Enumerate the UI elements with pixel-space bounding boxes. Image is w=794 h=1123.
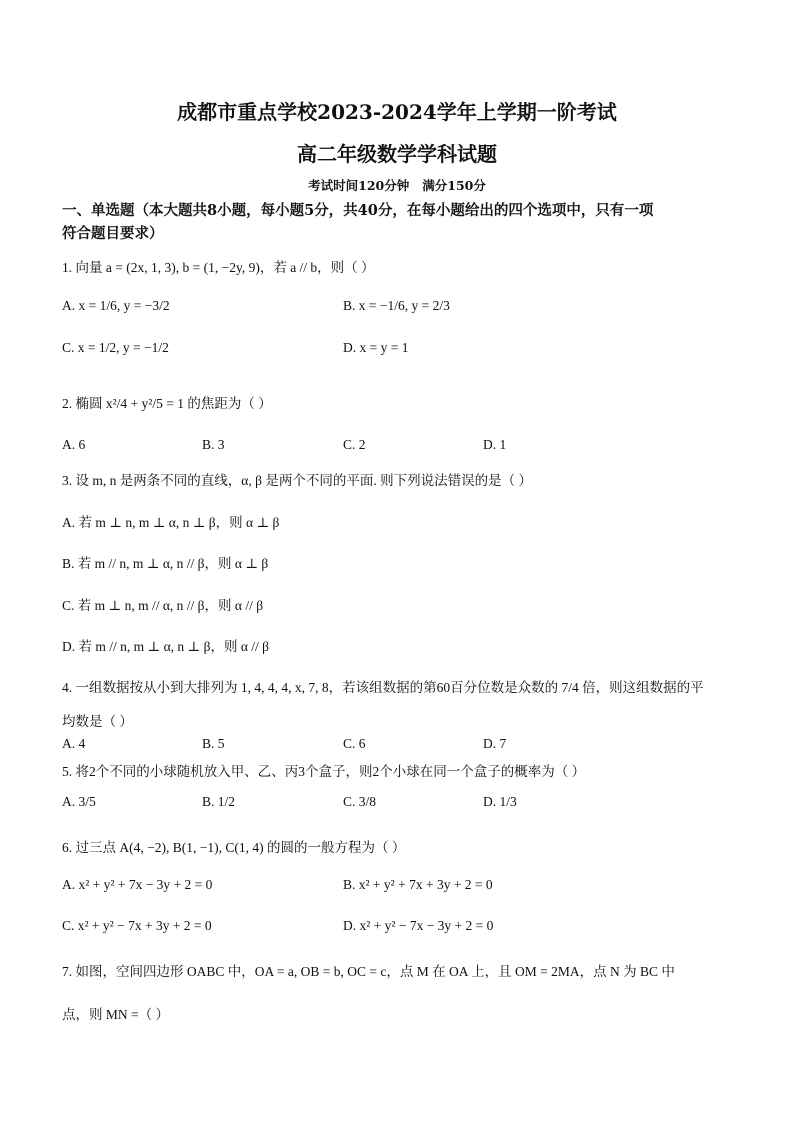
question-6-option-b: B. x² + y² + 7x + 3y + 2 = 0 [343,877,493,892]
section-heading-line2: 符合题目要求） [62,225,164,242]
question-5-option-b: B. 1/2 [202,794,236,809]
question-6-option-d: D. x² + y² − 7x − 3y + 2 = 0 [343,918,494,933]
section-heading-line1: 一、单选题（本大题共8小题，每小题5分，共40分，在每小题给出的四个选项中，只有一项 [62,202,654,219]
question-1-option-b: B. x = −1/6, y = 2/3 [343,298,450,313]
question-3-option-b: B. 若 m // n, m ⊥ α, n // β，则 α ⊥ β [62,556,269,571]
question-1-option-d: D. x = y = 1 [343,340,409,355]
exam-info: 考试时间120分钟 满分150分 [308,178,486,193]
question-2-option-a: A. 6 [62,437,86,452]
question-3-option-c: C. 若 m ⊥ n, m // α, n // β，则 α // β [62,598,264,613]
question-7-stem-line1: 7. 如图，空间四边形 OABC 中，OA = a, OB = b, OC = c，点 M 在 OA 上，且 OM = 2MA，点 N 为 BC 中 [62,964,675,979]
question-4-option-a: A. 4 [62,736,86,751]
question-5-option-d: D. 1/3 [483,794,517,809]
question-6-option-a: A. x² + y² + 7x − 3y + 2 = 0 [62,877,213,892]
question-5-stem: 5. 将2个不同的小球随机放入甲、乙、丙3个盒子，则2个小球在同一个盒子的概率为（ ） [62,764,586,779]
question-7-stem-line2: 点，则 MN =（ ） [62,1007,169,1022]
exam-subtitle: 高二年级数学学科试题 [297,142,497,166]
question-3-option-a: A. 若 m ⊥ n, m ⊥ α, n ⊥ β，则 α ⊥ β [62,515,280,530]
question-4-option-d: D. 7 [483,736,507,751]
question-1-stem: 1. 向量 a = (2x, 1, 3), b = (1, −2y, 9)，若 a // b，则（ ） [62,260,375,275]
question-1-option-a: A. x = 1/6, y = −3/2 [62,298,170,313]
question-4-stem-line2: 均数是（ ） [62,714,133,729]
question-2-option-b: B. 3 [202,437,225,452]
question-6-option-c: C. x² + y² − 7x + 3y + 2 = 0 [62,918,212,933]
question-4-option-c: C. 6 [343,736,366,751]
question-3-option-d: D. 若 m // n, m ⊥ α, n ⊥ β，则 α // β [62,639,270,654]
question-6-stem: 6. 过三点 A(4, −2), B(1, −1), C(1, 4) 的圆的一般方程为（ ） [62,840,406,855]
question-1-option-c: C. x = 1/2, y = −1/2 [62,340,169,355]
question-5-option-a: A. 3/5 [62,794,96,809]
question-3-stem: 3. 设 m, n 是两条不同的直线，α, β 是两个不同的平面. 则下列说法错误的是（ ） [62,473,532,488]
question-4-stem-line1: 4. 一组数据按从小到大排列为 1, 4, 4, 4, x, 7, 8，若该组数据的第60百分位数是众数的 7/4 倍，则这组数据的平 [62,680,704,695]
question-4-option-b: B. 5 [202,736,225,751]
exam-title: 成都市重点学校2023-2024学年上学期一阶考试 [177,100,617,124]
question-2-option-c: C. 2 [343,437,366,452]
question-2-stem: 2. 椭圆 x²/4 + y²/5 = 1 的焦距为（ ） [62,396,272,411]
question-5-option-c: C. 3/8 [343,794,377,809]
question-2-option-d: D. 1 [483,437,507,452]
